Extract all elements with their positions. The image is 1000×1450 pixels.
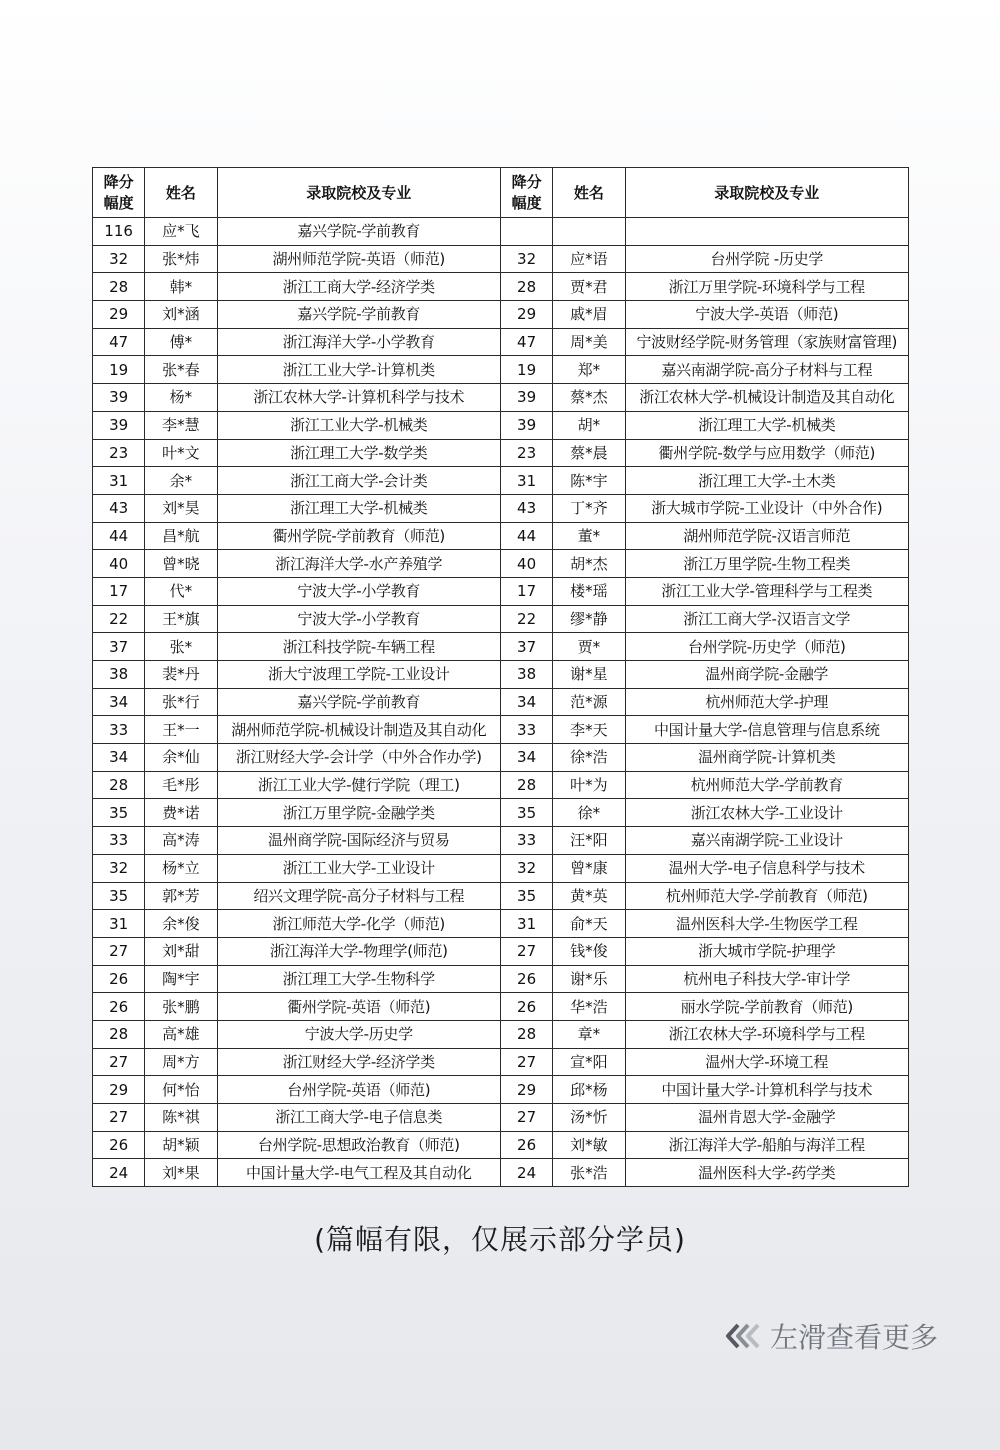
student-name-cell: 胡*杰 xyxy=(553,550,625,578)
school-major-cell: 宁波大学-历史学 xyxy=(217,1020,500,1048)
school-major-cell: 浙江农林大学-计算机科学与技术 xyxy=(217,384,500,412)
score-drop-cell: 28 xyxy=(93,273,145,301)
table-row xyxy=(93,411,909,439)
school-major-cell: 温州大学-环境工程 xyxy=(625,1048,908,1076)
table-row xyxy=(93,771,909,799)
student-name-cell: 余*俊 xyxy=(145,910,217,938)
school-major-cell: 绍兴文理学院-高分子材料与工程 xyxy=(217,882,500,910)
score-drop-cell: 34 xyxy=(500,688,552,716)
table-row xyxy=(93,910,909,938)
score-drop-cell: 39 xyxy=(93,411,145,439)
score-drop-cell: 38 xyxy=(500,661,552,689)
student-name-cell: 胡*颖 xyxy=(145,1131,217,1159)
score-drop-cell: 116 xyxy=(93,218,145,246)
student-name-cell: 黄*英 xyxy=(553,882,625,910)
student-name-cell: 杨*立 xyxy=(145,854,217,882)
score-drop-cell xyxy=(500,218,552,246)
school-major-cell: 湖州师范学院-机械设计制造及其自动化 xyxy=(217,716,500,744)
score-drop-cell: 22 xyxy=(93,605,145,633)
score-drop-cell: 27 xyxy=(93,1104,145,1132)
student-name-cell: 郭*芳 xyxy=(145,882,217,910)
score-drop-cell: 31 xyxy=(500,467,552,495)
score-drop-cell: 32 xyxy=(500,854,552,882)
score-drop-cell: 29 xyxy=(93,301,145,329)
table-row xyxy=(93,633,909,661)
school-major-cell: 浙江科技学院-车辆工程 xyxy=(217,633,500,661)
school-major-cell: 浙江工业大学-工业设计 xyxy=(217,854,500,882)
score-drop-cell: 33 xyxy=(500,827,552,855)
school-major-cell: 湖州师范学院-英语（师范) xyxy=(217,245,500,273)
school-major-cell: 浙大城市学院-护理学 xyxy=(625,937,908,965)
score-drop-cell: 28 xyxy=(93,1020,145,1048)
school-major-cell: 台州学院-历史学（师范) xyxy=(625,633,908,661)
student-name-cell: 代* xyxy=(145,577,217,605)
score-drop-cell: 39 xyxy=(93,384,145,412)
score-drop-cell: 27 xyxy=(500,1104,552,1132)
table-row xyxy=(93,854,909,882)
student-name-cell: 周*方 xyxy=(145,1048,217,1076)
table-row xyxy=(93,273,909,301)
school-major-cell: 浙江海洋大学-船舶与海洋工程 xyxy=(625,1131,908,1159)
school-major-cell: 浙江工商大学-电子信息类 xyxy=(217,1104,500,1132)
student-name-cell: 裴*丹 xyxy=(145,661,217,689)
score-drop-cell: 27 xyxy=(93,1048,145,1076)
student-name-cell: 董* xyxy=(553,522,625,550)
table-row xyxy=(93,716,909,744)
school-major-cell: 嘉兴南湖学院-高分子材料与工程 xyxy=(625,356,908,384)
student-name-cell: 汤*忻 xyxy=(553,1104,625,1132)
school-major-cell: 浙江工业大学-管理科学与工程类 xyxy=(625,577,908,605)
score-drop-cell: 26 xyxy=(93,1131,145,1159)
student-name-cell: 徐* xyxy=(553,799,625,827)
score-drop-cell: 24 xyxy=(500,1159,552,1187)
student-name-cell: 陈*宇 xyxy=(553,467,625,495)
score-drop-cell: 33 xyxy=(500,716,552,744)
table-row xyxy=(93,993,909,1021)
score-drop-cell: 39 xyxy=(500,384,552,412)
header-score-drop-right: 降分 幅度 xyxy=(500,168,552,218)
score-drop-cell: 43 xyxy=(500,494,552,522)
student-name-cell: 俞*天 xyxy=(553,910,625,938)
school-major-cell: 浙江理工大学-数学类 xyxy=(217,439,500,467)
school-major-cell: 浙江财经大学-经济学类 xyxy=(217,1048,500,1076)
score-drop-cell: 44 xyxy=(93,522,145,550)
table-body xyxy=(93,218,909,1187)
score-drop-cell: 23 xyxy=(93,439,145,467)
table-row xyxy=(93,328,909,356)
school-major-cell: 中国计量大学-电气工程及其自动化 xyxy=(217,1159,500,1187)
score-drop-cell: 27 xyxy=(500,1048,552,1076)
score-drop-cell: 38 xyxy=(93,661,145,689)
score-drop-cell: 27 xyxy=(500,937,552,965)
table-row xyxy=(93,799,909,827)
student-name-cell: 何*怡 xyxy=(145,1076,217,1104)
score-drop-cell: 44 xyxy=(500,522,552,550)
school-major-cell: 丽水学院-学前教育（师范) xyxy=(625,993,908,1021)
score-drop-cell: 31 xyxy=(500,910,552,938)
limited-space-note: (篇幅有限，仅展示部分学员) xyxy=(314,1223,686,1256)
score-drop-cell: 43 xyxy=(93,494,145,522)
school-major-cell: 浙江海洋大学-水产养殖学 xyxy=(217,550,500,578)
student-name-cell: 周*美 xyxy=(553,328,625,356)
school-major-cell: 台州学院-英语（师范) xyxy=(217,1076,500,1104)
school-major-cell: 宁波大学-英语（师范) xyxy=(625,301,908,329)
student-name-cell: 刘*涵 xyxy=(145,301,217,329)
swipe-more-label: 左滑查看更多 xyxy=(769,1321,938,1354)
school-major-cell: 浙江万里学院-环境科学与工程 xyxy=(625,273,908,301)
score-drop-cell: 34 xyxy=(500,744,552,772)
school-major-cell: 衢州学院-英语（师范) xyxy=(217,993,500,1021)
student-name-cell: 张*行 xyxy=(145,688,217,716)
score-drop-cell: 37 xyxy=(500,633,552,661)
student-name-cell: 陶*宇 xyxy=(145,965,217,993)
student-name-cell: 昌*航 xyxy=(145,522,217,550)
score-drop-cell: 32 xyxy=(93,854,145,882)
student-name-cell: 华*浩 xyxy=(553,993,625,1021)
table-row xyxy=(93,494,909,522)
school-major-cell: 浙江工业大学-健行学院（理工) xyxy=(217,771,500,799)
student-name-cell: 杨* xyxy=(145,384,217,412)
school-major-cell: 温州肯恩大学-金融学 xyxy=(625,1104,908,1132)
score-drop-cell: 17 xyxy=(500,577,552,605)
score-drop-cell: 47 xyxy=(93,328,145,356)
score-drop-cell: 39 xyxy=(500,411,552,439)
school-major-cell: 台州学院 -历史学 xyxy=(625,245,908,273)
header-school-left: 录取院校及专业 xyxy=(217,168,500,218)
student-name-cell: 余* xyxy=(145,467,217,495)
school-major-cell: 浙江工业大学-机械类 xyxy=(217,411,500,439)
score-drop-cell: 35 xyxy=(93,799,145,827)
student-name-cell: 蔡*杰 xyxy=(553,384,625,412)
school-major-cell xyxy=(625,218,908,246)
double-chevron-left-icon xyxy=(724,1323,762,1349)
student-name-cell xyxy=(553,218,625,246)
table-row xyxy=(93,301,909,329)
student-name-cell: 高*雄 xyxy=(145,1020,217,1048)
school-major-cell: 嘉兴学院-学前教育 xyxy=(217,218,500,246)
table-row xyxy=(93,1159,909,1187)
school-major-cell: 杭州电子科技大学-审计学 xyxy=(625,965,908,993)
table-row xyxy=(93,965,909,993)
school-major-cell: 浙大城市学院-工业设计（中外合作) xyxy=(625,494,908,522)
student-name-cell: 张*浩 xyxy=(553,1159,625,1187)
score-drop-cell: 31 xyxy=(93,910,145,938)
score-drop-cell: 28 xyxy=(93,771,145,799)
score-drop-cell: 27 xyxy=(93,937,145,965)
header-school-right: 录取院校及专业 xyxy=(625,168,908,218)
student-name-cell: 宣*阳 xyxy=(553,1048,625,1076)
school-major-cell: 浙江工商大学-汉语言文学 xyxy=(625,605,908,633)
table-row xyxy=(93,1131,909,1159)
score-drop-cell: 40 xyxy=(93,550,145,578)
score-drop-cell: 33 xyxy=(93,716,145,744)
student-name-cell: 汪*阳 xyxy=(553,827,625,855)
score-drop-cell: 32 xyxy=(93,245,145,273)
school-major-cell: 嘉兴学院-学前教育 xyxy=(217,301,500,329)
student-name-cell: 李*慧 xyxy=(145,411,217,439)
student-name-cell: 郑* xyxy=(553,356,625,384)
table-row xyxy=(93,356,909,384)
school-major-cell: 衢州学院-学前教育（师范) xyxy=(217,522,500,550)
school-major-cell: 杭州师范大学-护理 xyxy=(625,688,908,716)
student-name-cell: 邱*杨 xyxy=(553,1076,625,1104)
table-row xyxy=(93,577,909,605)
school-major-cell: 浙江农林大学-环境科学与工程 xyxy=(625,1020,908,1048)
score-drop-cell: 40 xyxy=(500,550,552,578)
score-drop-cell: 26 xyxy=(93,965,145,993)
school-major-cell: 浙江理工大学-机械类 xyxy=(625,411,908,439)
table-row xyxy=(93,439,909,467)
school-major-cell: 衢州学院-数学与应用数学（师范) xyxy=(625,439,908,467)
school-major-cell: 浙江农林大学-机械设计制造及其自动化 xyxy=(625,384,908,412)
table-row xyxy=(93,550,909,578)
score-drop-cell: 26 xyxy=(500,965,552,993)
student-name-cell: 谢*星 xyxy=(553,661,625,689)
student-name-cell: 范*源 xyxy=(553,688,625,716)
school-major-cell: 浙江农林大学-工业设计 xyxy=(625,799,908,827)
table-row xyxy=(93,1020,909,1048)
school-major-cell: 台州学院-思想政治教育（师范) xyxy=(217,1131,500,1159)
score-drop-cell: 34 xyxy=(93,744,145,772)
score-drop-cell: 31 xyxy=(93,467,145,495)
school-major-cell: 温州医科大学-药学类 xyxy=(625,1159,908,1187)
school-major-cell: 浙江万里学院-金融学类 xyxy=(217,799,500,827)
school-major-cell: 嘉兴学院-学前教育 xyxy=(217,688,500,716)
header-name-left: 姓名 xyxy=(145,168,217,218)
school-major-cell: 温州商学院-金融学 xyxy=(625,661,908,689)
student-name-cell: 费*诺 xyxy=(145,799,217,827)
school-major-cell: 中国计量大学-信息管理与信息系统 xyxy=(625,716,908,744)
student-name-cell: 韩* xyxy=(145,273,217,301)
header-score-drop-left: 降分 幅度 xyxy=(93,168,145,218)
student-name-cell: 谢*乐 xyxy=(553,965,625,993)
student-name-cell: 余*仙 xyxy=(145,744,217,772)
score-drop-cell: 29 xyxy=(500,1076,552,1104)
score-drop-cell: 47 xyxy=(500,328,552,356)
score-drop-cell: 19 xyxy=(500,356,552,384)
student-name-cell: 胡* xyxy=(553,411,625,439)
score-drop-cell: 26 xyxy=(500,993,552,1021)
school-major-cell: 宁波大学-小学教育 xyxy=(217,577,500,605)
student-name-cell: 叶*为 xyxy=(553,771,625,799)
score-drop-cell: 34 xyxy=(93,688,145,716)
school-major-cell: 浙江理工大学-机械类 xyxy=(217,494,500,522)
table-row xyxy=(93,937,909,965)
student-name-cell: 贾*君 xyxy=(553,273,625,301)
school-major-cell: 湖州师范学院-汉语言师范 xyxy=(625,522,908,550)
student-name-cell: 张*鹏 xyxy=(145,993,217,1021)
student-name-cell: 曾*晓 xyxy=(145,550,217,578)
student-name-cell: 曾*康 xyxy=(553,854,625,882)
student-name-cell: 高*涛 xyxy=(145,827,217,855)
table-row xyxy=(93,1048,909,1076)
table-row xyxy=(93,384,909,412)
score-drop-cell: 32 xyxy=(500,245,552,273)
school-major-cell: 杭州师范大学-学前教育 xyxy=(625,771,908,799)
student-name-cell: 张*炜 xyxy=(145,245,217,273)
student-name-cell: 贾* xyxy=(553,633,625,661)
table-row xyxy=(93,882,909,910)
student-name-cell: 徐*浩 xyxy=(553,744,625,772)
student-name-cell: 刘*甜 xyxy=(145,937,217,965)
student-name-cell: 刘*昊 xyxy=(145,494,217,522)
results-table xyxy=(92,167,909,1187)
score-drop-cell: 29 xyxy=(500,301,552,329)
table-header-row xyxy=(93,168,909,218)
student-name-cell: 钱*俊 xyxy=(553,937,625,965)
score-drop-cell: 24 xyxy=(93,1159,145,1187)
school-major-cell: 浙江工商大学-经济学类 xyxy=(217,273,500,301)
school-major-cell: 浙江财经大学-会计学（中外合作办学) xyxy=(217,744,500,772)
header-name-right: 姓名 xyxy=(553,168,625,218)
table-row xyxy=(93,1076,909,1104)
score-drop-cell: 17 xyxy=(93,577,145,605)
school-major-cell: 浙江理工大学-生物科学 xyxy=(217,965,500,993)
student-name-cell: 楼*瑶 xyxy=(553,577,625,605)
student-name-cell: 叶*文 xyxy=(145,439,217,467)
school-major-cell: 浙江理工大学-土木类 xyxy=(625,467,908,495)
student-name-cell: 刘*果 xyxy=(145,1159,217,1187)
table-row xyxy=(93,688,909,716)
student-name-cell: 毛*彤 xyxy=(145,771,217,799)
score-drop-cell: 28 xyxy=(500,1020,552,1048)
score-drop-cell: 26 xyxy=(93,993,145,1021)
school-major-cell: 中国计量大学-计算机科学与技术 xyxy=(625,1076,908,1104)
school-major-cell: 浙江海洋大学-小学教育 xyxy=(217,328,500,356)
score-drop-cell: 29 xyxy=(93,1076,145,1104)
table-row xyxy=(93,661,909,689)
score-drop-cell: 26 xyxy=(500,1131,552,1159)
score-drop-cell: 33 xyxy=(93,827,145,855)
table-row xyxy=(93,1104,909,1132)
school-major-cell: 温州大学-电子信息科学与技术 xyxy=(625,854,908,882)
swipe-more-hint[interactable] xyxy=(724,1316,938,1356)
score-drop-cell: 35 xyxy=(500,799,552,827)
student-name-cell: 张*春 xyxy=(145,356,217,384)
student-name-cell: 戚*眉 xyxy=(553,301,625,329)
score-drop-cell: 22 xyxy=(500,605,552,633)
score-drop-cell: 35 xyxy=(93,882,145,910)
student-name-cell: 蔡*晨 xyxy=(553,439,625,467)
student-name-cell: 张* xyxy=(145,633,217,661)
school-major-cell: 杭州师范大学-学前教育（师范) xyxy=(625,882,908,910)
table-row xyxy=(93,605,909,633)
table-row xyxy=(93,218,909,246)
school-major-cell: 浙江工商大学-会计类 xyxy=(217,467,500,495)
school-major-cell: 温州商学院-国际经济与贸易 xyxy=(217,827,500,855)
student-name-cell: 陈*祺 xyxy=(145,1104,217,1132)
school-major-cell: 浙江万里学院-生物工程类 xyxy=(625,550,908,578)
score-drop-cell: 23 xyxy=(500,439,552,467)
school-major-cell: 浙江工业大学-计算机类 xyxy=(217,356,500,384)
score-drop-cell: 28 xyxy=(500,771,552,799)
score-drop-cell: 35 xyxy=(500,882,552,910)
student-name-cell: 应*飞 xyxy=(145,218,217,246)
student-name-cell: 傅* xyxy=(145,328,217,356)
student-name-cell: 王*旗 xyxy=(145,605,217,633)
school-major-cell: 浙大宁波理工学院-工业设计 xyxy=(217,661,500,689)
score-drop-cell: 37 xyxy=(93,633,145,661)
school-major-cell: 温州商学院-计算机类 xyxy=(625,744,908,772)
table-row xyxy=(93,522,909,550)
table-row xyxy=(93,245,909,273)
score-drop-cell: 28 xyxy=(500,273,552,301)
student-name-cell: 章* xyxy=(553,1020,625,1048)
school-major-cell: 嘉兴南湖学院-工业设计 xyxy=(625,827,908,855)
student-name-cell: 丁*齐 xyxy=(553,494,625,522)
table-row xyxy=(93,467,909,495)
student-name-cell: 李*天 xyxy=(553,716,625,744)
table-row xyxy=(93,827,909,855)
school-major-cell: 宁波大学-小学教育 xyxy=(217,605,500,633)
student-name-cell: 刘*敏 xyxy=(553,1131,625,1159)
student-name-cell: 应*语 xyxy=(553,245,625,273)
score-drop-cell: 19 xyxy=(93,356,145,384)
table-row xyxy=(93,744,909,772)
school-major-cell: 温州医科大学-生物医学工程 xyxy=(625,910,908,938)
school-major-cell: 浙江海洋大学-物理学(师范) xyxy=(217,937,500,965)
student-name-cell: 王*一 xyxy=(145,716,217,744)
school-major-cell: 宁波财经学院-财务管理（家族财富管理) xyxy=(625,328,908,356)
school-major-cell: 浙江师范大学-化学（师范) xyxy=(217,910,500,938)
student-name-cell: 缪*静 xyxy=(553,605,625,633)
